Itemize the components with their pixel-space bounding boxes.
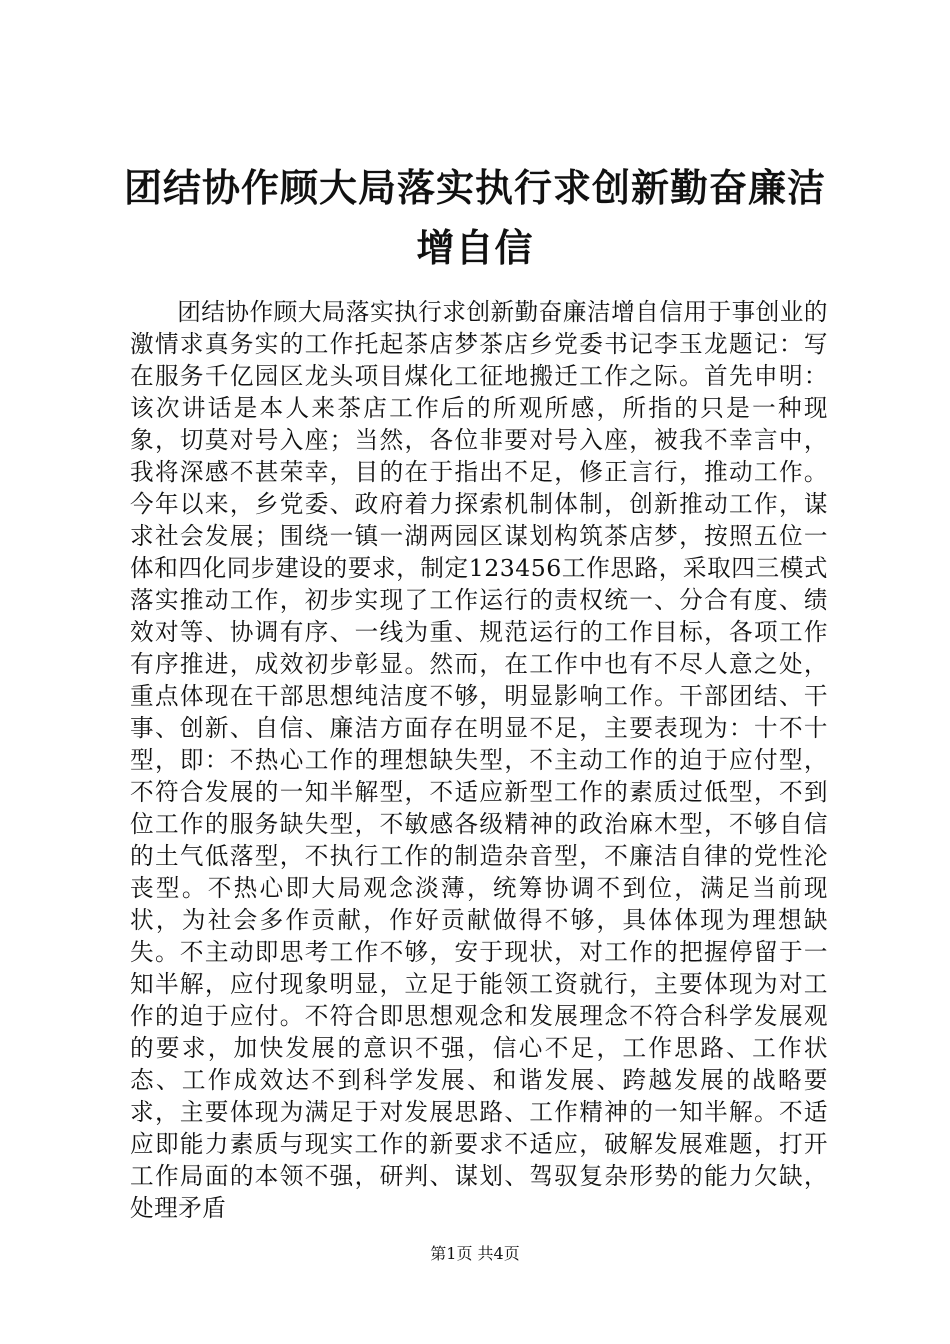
page-number-footer: 第1页 共4页: [430, 1244, 520, 1263]
document-title: 团结协作顾大局落实执行求创新勤奋廉洁增自信: [123, 166, 826, 270]
document-body-paragraph: 团结协作顾大局落实执行求创新勤奋廉洁增自信用于事创业的激情求真务实的工作托起茶店梦茶店乡党委书记李玉龙题记：写在服务千亿园区龙头项目煤化工征地搬迁工作之际。首先申明：该次讲话是本人来茶店工作后的所观所感，所指的只是一种现象，切莫对号入座；当然，各位非要对号入座，被我不幸言中，我将深感不甚荣幸，目的在于指出不足，修正言行，推动工作。今年以来，乡党委、政府着力探索机制体制，创新推动工作，谋求社会发展；围绕一镇一湖两园区谋划构筑茶店梦，按照五位一体和四化同步建设的要求，制定123456工作思路，采取四三模式落实推动工作，初步实现了工作运行的责权统一、分合有度、绩效对等、协调有序、一线为重、规范运行的工作目标，各项工作有序推进，成效初步彰显。然而，在工作中也有不尽人意之处，重点体现在干部思想纯洁度不够，明显影响工作。干部团结、干事、创新、自信、廉洁方面存在明显不足，主要表现为：十不十型，即：不热心工作的理想缺失型，不主动工作的迫于应付型，不符合发展的一知半解型，不适应新型工作的素质过低型，不到位工作的服务缺失型，不敏感各级精神的政治麻木型，不够自信的土气低落型，不执行工作的制造杂音型，不廉洁自律的党性沦丧型。不热心即大局观念淡薄，统筹协调不到位，满足当前现状，为社会多作贡献，作好贡献做得不够，具体体现为理想缺失。不主动即思考工作不够，安于现状，对工作的把握停留于一知半解，应付现象明显，立足于能领工资就行，主要体现为对工作的迫于应付。不符合即思想观念和发展理念不符合科学发展观的要求，加快发展的意识不强，信心不足，工作思路、工作状态、工作成效达不到科学发展、和谐发展、跨越发展的战略要求，主要体现为满足于对发展思路、工作精神的一知半解。不适应即能力素质与现实工作的新要求不适应，破解发展难题，打开工作局面的本领不强，研判、谋划、驾驭复杂形势的能力欠缺，处理矛盾: [130, 298, 828, 1222]
